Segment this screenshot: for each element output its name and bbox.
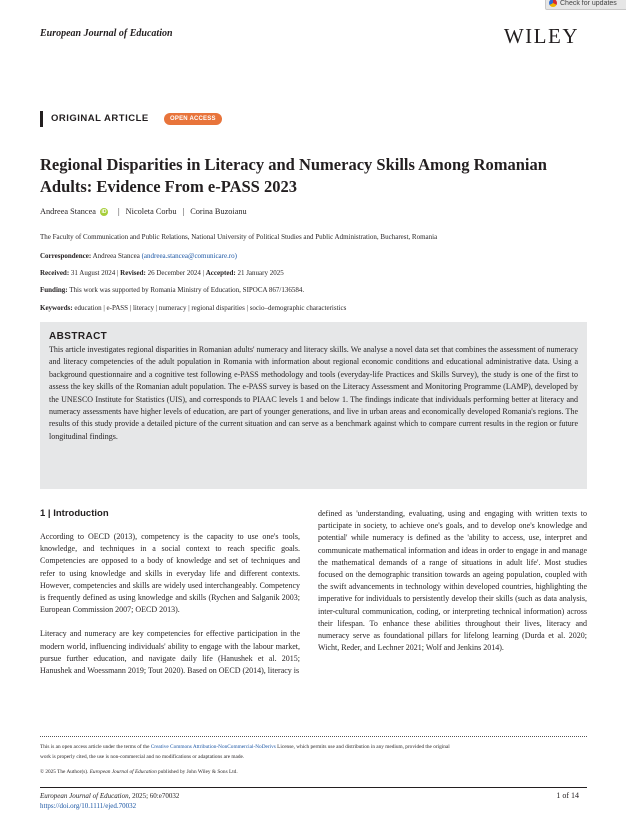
doi-link[interactable]: https://doi.org/10.1111/ejed.70032 [40, 802, 137, 810]
author-name[interactable]: Corina Buzoianu [190, 207, 247, 216]
open-access-badge: OPEN ACCESS [164, 113, 222, 125]
body-paragraph: According to OECD (2013), competency is the capacity to use one's tools, knowledge, and techniques in a social context to reach specific goals. Competencies are opposed to a body of knowledge and set of techniques and refer to using knowledge and skills in everyday life and different contexts. However, competencies and skills are widely used interchangeably. Competency is frequently defined as using knowledge and skills (Rychen and Salganik 2003; European Commission 2007; OECD 2013). [40, 532, 300, 615]
author-name[interactable]: Nicoleta Corbu [125, 207, 177, 216]
affiliation: The Faculty of Communication and Public Relations, National University of Political Studies and Public Administration, Bucharest, Romania [40, 233, 438, 241]
correspondence-label: Correspondence: [40, 252, 92, 260]
date-separator: | [202, 269, 206, 277]
orcid-icon[interactable]: iD [101, 208, 107, 215]
revised-label: Revised: [120, 269, 146, 277]
license-notice [40, 743, 590, 752]
crossmark-icon [549, 0, 557, 7]
author-name[interactable]: Andreea Stancea [40, 207, 96, 216]
body-paragraph: defined as 'understanding, evaluating, using and engaging with written texts to participate in society, to achieve one's goals, and to develop one's knowledge and potential' while numeracy is defined as the 'ability to access, use, interpret and communicate mathematical information and ideas in order to engage in and manage the mathematical demands of a range of situations in adult life'. Most studies focused on the demographic transition towards an ageing population, coupled with the swift advancements in technology within developed countries, highlighting the imperative for individuals to persistently develop their skills (such as data analysis, inter-cultural communication, coding, or interpreting technical information) across their lifespan. To enhance these abilities throughout their lives, literacy and numeracy serve as foundational pillars for lifelong learning (Durda et al. 2020; Wicht, Reder, and Lechner 2021; Wolf and Jenkins 2014). [318, 509, 587, 653]
page-number: 1 of 14 [556, 791, 579, 800]
footer-divider [40, 787, 587, 788]
abstract-text: This article investigates regional disparities in Romanian adults' numeracy and literacy skills. We analyse a novel data set that combines the assessment of numeracy and literacy competencies of the adult population in Romania with information about regional economic conditions and educational administrative data. Using a background questionnaire and a cognitive test following e-PASS methodology and tools (everyday-life Practices and Skills Survey), the study is one of the first to assess the key skills of the Romanian adult population. The e-PASS survey is based on the Literacy Assessment and Monitoring Programme (LAMP), developed by the UNESCO Institute for Statistics (UIS), and corresponds to PIAAC levels 1 and below 1. The findings indicate that individuals performing better at literacy and numeracy assessments have higher levels of education, are part of younger generations, and live in urban areas and economically developed Romania's regions. The results of this study provide a detailed picture of the current situation and can serve as a benchmark against which to compare current results in the region or future longitudinal findings. [49, 345, 578, 441]
abstract-heading: ABSTRACT [49, 331, 108, 342]
keywords [40, 303, 590, 313]
author-separator: | [117, 207, 120, 216]
keywords-label: Keywords: [40, 304, 73, 312]
body-column-left [40, 531, 300, 689]
check-for-updates-label: Check for updates [560, 0, 617, 7]
revised-date: 26 December 2024 [147, 269, 201, 277]
license-text: License, which permits use and distribution in any medium, provided the original [275, 744, 450, 750]
body-column-right [318, 508, 587, 666]
citation-details: 2025; 60:e70032 [130, 792, 180, 800]
funding [40, 285, 590, 295]
received-date: 31 August 2024 [70, 269, 116, 277]
correspondence-email-link[interactable]: (andreea.stancea@comunicare.ro) [141, 252, 238, 260]
article-title: Regional Disparities in Literacy and Numeracy Skills Among Romanian Adults: Evidence From e-PASS 2023 [40, 155, 547, 196]
keywords-text: education | e-PASS | literacy | numeracy | regional disparities | socio–demographic characteristics [74, 304, 347, 312]
check-for-updates-badge[interactable] [545, 0, 626, 10]
license-notice-line2: work is properly cited, the use is non-commercial and no modifications or adaptations are made. [40, 754, 245, 760]
citation [40, 791, 179, 811]
abstract-box [40, 322, 587, 489]
license-text: This is an open access article under the terms of the [40, 744, 151, 750]
funding-text: This work was supported by Romania Ministry of Education, SIPOCA 867/136584. [69, 286, 305, 294]
publisher-logo: WILEY [503, 24, 579, 48]
date-separator: | [117, 269, 121, 277]
accepted-date: 21 January 2025 [237, 269, 284, 277]
author-separator: | [182, 207, 185, 216]
license-link[interactable]: Creative Commons Attribution-NonCommercial-NoDerivs [150, 744, 276, 750]
correspondence-name: Andreea Stancea [92, 252, 140, 260]
body-paragraph: Literacy and numeracy are key competencies for effective participation in the modern world, influencing individuals' ability to engage with the labour market, pursue further education, and navigate daily life (Hanushek et al. 2015; Hanushek and Woessmann 2019; Tout 2020). Based on OECD (2014), literacy is [40, 629, 300, 676]
article-type-marker [40, 111, 43, 127]
section-heading: 1 | Introduction [40, 508, 109, 519]
copyright-text: published by John Wiley & Sons Ltd. [156, 769, 238, 775]
copyright-text: © 2025 The Author(s). [40, 769, 90, 775]
citation-journal: European Journal of Education, [40, 792, 131, 800]
funding-label: Funding: [40, 286, 68, 294]
footnote-divider [40, 736, 587, 737]
article-type: ORIGINAL ARTICLE [51, 113, 149, 124]
accepted-label: Accepted: [205, 269, 236, 277]
journal-name: European Journal of Education [40, 28, 173, 39]
author-list [40, 207, 247, 216]
copyright-journal: European Journal of Education [89, 769, 157, 775]
received-label: Received: [40, 269, 70, 277]
correspondence [40, 251, 590, 261]
copyright-notice [40, 768, 590, 777]
article-dates [40, 268, 590, 278]
